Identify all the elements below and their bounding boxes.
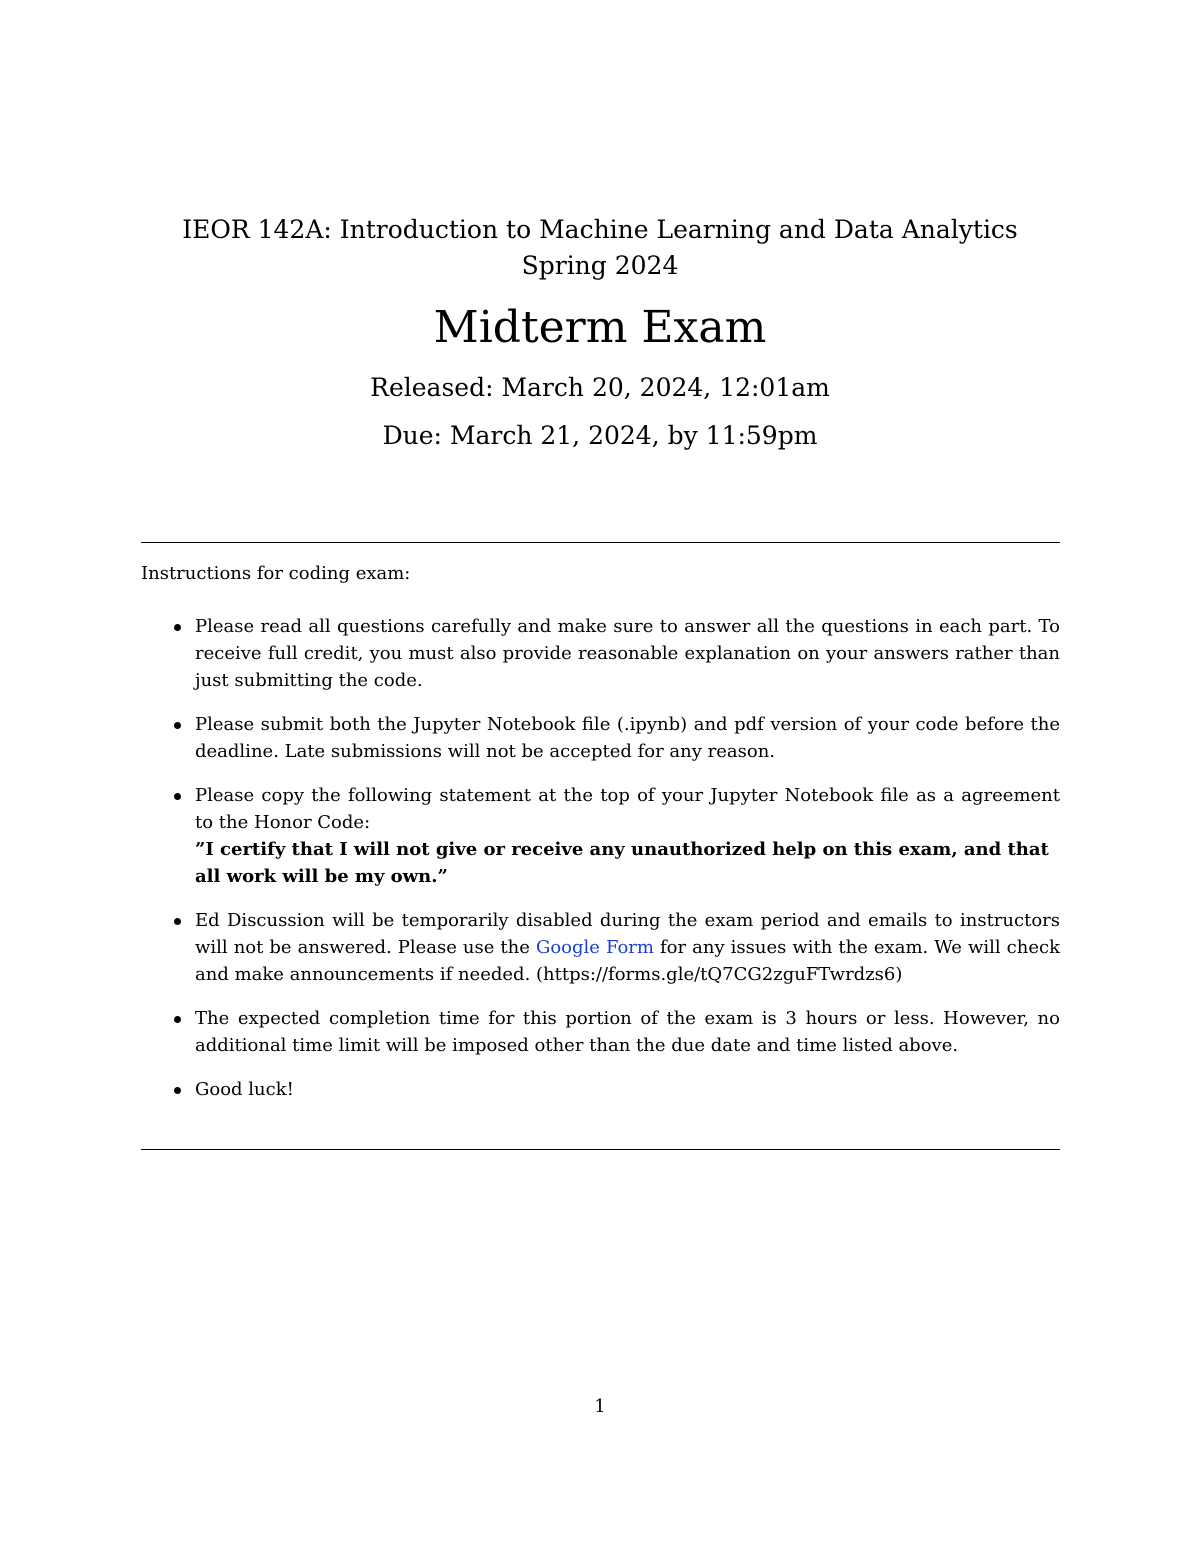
bullet-icon (174, 918, 181, 925)
instruction-text: Good luck! (195, 1079, 294, 1100)
instruction-text: Please read all questions carefully and make sure to answer all the questions in each part. To receive full credit, you must also provide reasonable explanation on your answers rather than just submitting the code. (195, 616, 1060, 691)
instructions-list (141, 613, 1060, 1103)
exam-title: Midterm Exam (433, 302, 767, 353)
instruction-text: Ed Discussion will be temporarily disabled during the exam period and emails to instructors will not be answered. Please use the (195, 910, 1060, 958)
instruction-text: for any issues with the exam. We will check and make announcements if needed. (https://forms.gle/tQ7CG2zguFTwrdzs6) (195, 937, 1060, 985)
honor-code-statement: ”I certify that I will not give or receive any unauthorized help on this exam, and that all work will be my own.” (195, 839, 1049, 887)
term: Spring 2024 (521, 251, 679, 280)
instructions-section (141, 560, 1060, 1120)
due-date: Due: March 21, 2024, by 11:59pm (382, 421, 818, 450)
release-date: Released: March 20, 2024, 12:01am (370, 373, 830, 402)
list-item (141, 613, 1060, 694)
bullet-icon (174, 1087, 181, 1094)
page-number: 1 (594, 1396, 606, 1417)
instruction-text: Please copy the following statement at the top of your Jupyter Notebook file as a agreement to the Honor Code: (195, 785, 1060, 833)
bullet-icon (174, 1016, 181, 1023)
bottom-divider (141, 1149, 1060, 1150)
list-item (141, 907, 1060, 988)
instruction-text: The expected completion time for this portion of the exam is 3 hours or less. However, no additional time limit will be imposed other than the due date and time listed above. (195, 1008, 1060, 1056)
instruction-text: Please submit both the Jupyter Notebook file (.ipynb) and pdf version of your code before the deadline. Late submissions will not be accepted for any reason. (195, 714, 1060, 762)
instructions-intro: Instructions for coding exam: (141, 563, 411, 584)
top-divider (141, 542, 1060, 543)
list-item (141, 782, 1060, 890)
google-form-link[interactable]: Google Form (535, 937, 654, 958)
course-title: IEOR 142A: Introduction to Machine Learning and Data Analytics (182, 215, 1018, 244)
list-item (141, 1005, 1060, 1059)
bullet-icon (174, 624, 181, 631)
list-item (141, 1076, 1060, 1103)
header-block (0, 212, 1200, 454)
list-item (141, 711, 1060, 765)
bullet-icon (174, 722, 181, 729)
bullet-icon (174, 793, 181, 800)
